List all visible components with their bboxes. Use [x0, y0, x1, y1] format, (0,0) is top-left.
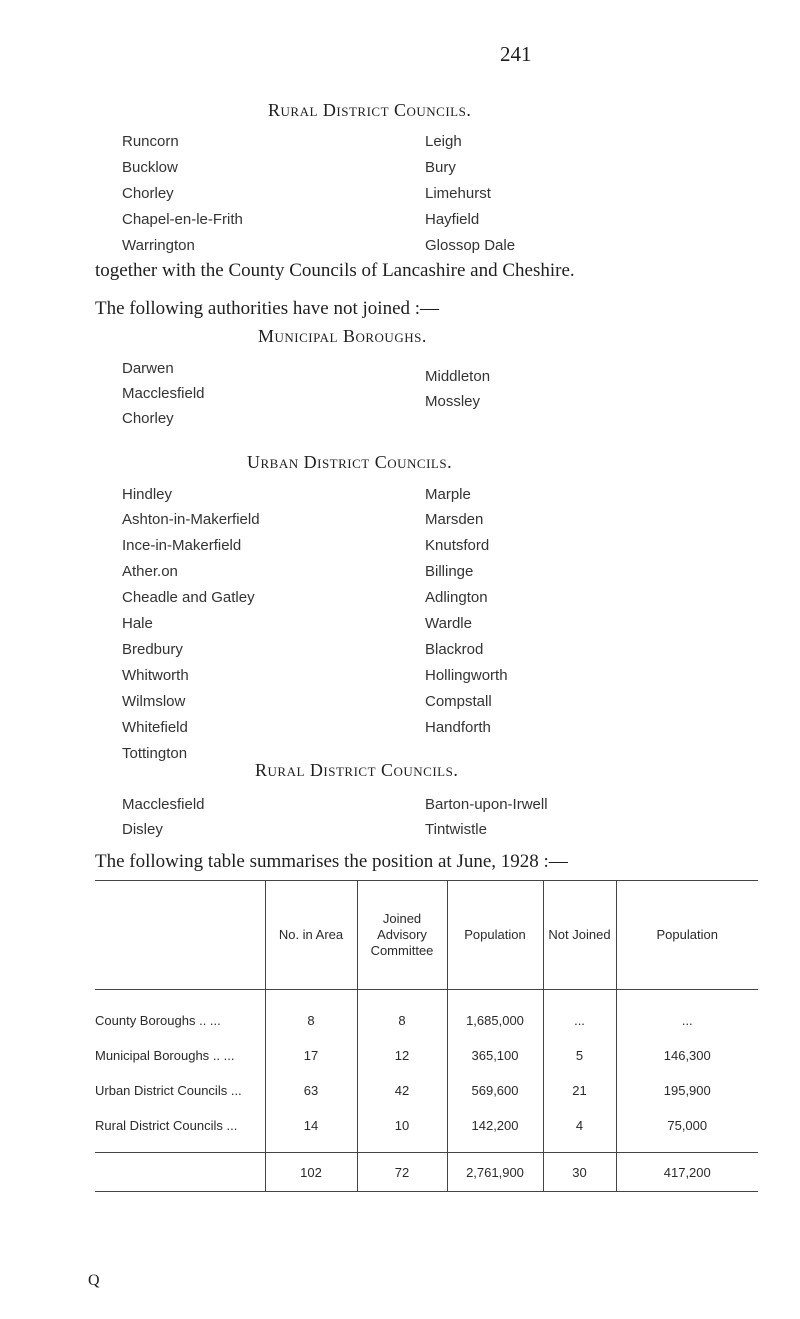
- table-cell: [95, 1153, 265, 1192]
- table-row: [95, 990, 758, 1039]
- list-item: Cheadle and Gatley: [122, 589, 255, 606]
- list-item: Tintwistle: [425, 821, 487, 838]
- list-item: Hollingworth: [425, 667, 508, 684]
- list-item: Hindley: [122, 486, 173, 503]
- rural-councils-heading: Rural District Councils.: [268, 100, 472, 120]
- list-item: Bury: [425, 159, 456, 176]
- list-item: Chorley: [122, 185, 174, 202]
- list-item: Glossop Dale: [425, 237, 516, 254]
- row-label: Rural District Councils ...: [95, 1118, 238, 1133]
- list-item: Adlington: [425, 589, 488, 606]
- row-label: Municipal Boroughs .. ...: [95, 1048, 235, 1063]
- table-cell: ...: [616, 990, 758, 1039]
- table-cell: 417,200: [616, 1153, 758, 1192]
- list-item: Warrington: [122, 237, 195, 254]
- table-cell: 30: [543, 1153, 616, 1192]
- list-item: Compstall: [425, 693, 492, 710]
- list-item: Whitefield: [122, 719, 188, 736]
- list-item: Macclesfield: [122, 385, 205, 402]
- table-cell: 17: [265, 1038, 357, 1073]
- table-header-cell: No. in Area: [265, 881, 357, 990]
- list-item: Hayfield: [425, 211, 480, 228]
- not-joined-paragraph: The following authorities have not joined :—: [95, 298, 440, 319]
- table-cell: 10: [357, 1108, 447, 1153]
- list-item: Tottington: [122, 745, 188, 762]
- table-cell: ...: [543, 990, 616, 1039]
- table-header-cell: Not Joined: [543, 881, 616, 990]
- list-item: Middleton: [425, 368, 491, 385]
- list-item: Chorley: [122, 410, 174, 427]
- list-item: Ince-in-Makerfield: [122, 537, 242, 554]
- list-item: Marsden: [425, 511, 484, 528]
- row-label: Urban District Councils ...: [95, 1083, 242, 1098]
- list-item: Wilmslow: [122, 693, 186, 710]
- table-header-cell: Population: [616, 881, 758, 990]
- table-header-cell: Population: [447, 881, 543, 990]
- table-cell: 42: [357, 1073, 447, 1108]
- table-cell: 2,761,900: [447, 1153, 543, 1192]
- urban-councils-heading: Urban District Councils.: [247, 452, 453, 472]
- municipal-boroughs-heading: Municipal Boroughs.: [258, 326, 427, 346]
- list-item: Knutsford: [425, 537, 490, 554]
- table-row: [95, 1108, 758, 1153]
- page-number: 241: [500, 42, 532, 66]
- table-totals-row: [95, 1153, 758, 1192]
- table-cell: 1,685,000: [447, 990, 543, 1039]
- list-item: Whitworth: [122, 667, 189, 684]
- table-cell: 63: [265, 1073, 357, 1108]
- table-intro-paragraph: The following table summarises the position at June, 1928 :—: [95, 851, 568, 872]
- signature-mark: Q: [88, 1272, 100, 1289]
- table-cell: 146,300: [616, 1038, 758, 1073]
- list-item: Blackrod: [425, 641, 484, 658]
- list-item: Mossley: [425, 393, 481, 410]
- list-item: Hale: [122, 615, 153, 632]
- list-item: Macclesfield: [122, 796, 205, 813]
- table-cell: 4: [543, 1108, 616, 1153]
- table-cell: 21: [543, 1073, 616, 1108]
- table-cell: 569,600: [447, 1073, 543, 1108]
- table-cell: 195,900: [616, 1073, 758, 1108]
- table-cell: 8: [357, 990, 447, 1039]
- list-item: Wardle: [425, 615, 472, 632]
- row-label: County Boroughs .. ...: [95, 1013, 221, 1028]
- list-item: Leigh: [425, 133, 462, 150]
- list-item: Disley: [122, 821, 163, 838]
- table-header-cell: [95, 881, 265, 990]
- list-item: Ashton-in-Makerfield: [122, 511, 260, 528]
- list-item: Bucklow: [122, 159, 178, 176]
- list-item: Chapel-en-le-Frith: [122, 211, 243, 228]
- table-cell: 142,200: [447, 1108, 543, 1153]
- list-item: Darwen: [122, 360, 174, 377]
- rural-councils-not-joined-heading: Rural District Councils.: [255, 760, 459, 780]
- list-item: Ather.on: [122, 563, 178, 580]
- list-item: Marple: [425, 486, 471, 503]
- table-cell: 365,100: [447, 1038, 543, 1073]
- table-cell: 75,000: [616, 1108, 758, 1153]
- table-cell: 14: [265, 1108, 357, 1153]
- together-paragraph: together with the County Councils of Lancashire and Cheshire.: [95, 260, 575, 281]
- table-cell: 12: [357, 1038, 447, 1073]
- list-item: Runcorn: [122, 133, 179, 150]
- table-header-row: [95, 881, 758, 990]
- list-item: Bredbury: [122, 641, 183, 658]
- summary-table: [95, 880, 758, 1192]
- table-cell: 72: [357, 1153, 447, 1192]
- list-item: Handforth: [425, 719, 491, 736]
- table-cell: 102: [265, 1153, 357, 1192]
- table-header-cell: Joined Advisory Committee: [357, 881, 447, 990]
- list-item: Limehurst: [425, 185, 491, 202]
- table-cell: 8: [265, 990, 357, 1039]
- table-row: [95, 1038, 758, 1073]
- table-cell: 5: [543, 1038, 616, 1073]
- list-item: Billinge: [425, 563, 474, 580]
- list-item: Barton-upon-Irwell: [425, 796, 548, 813]
- table-row: [95, 1073, 758, 1108]
